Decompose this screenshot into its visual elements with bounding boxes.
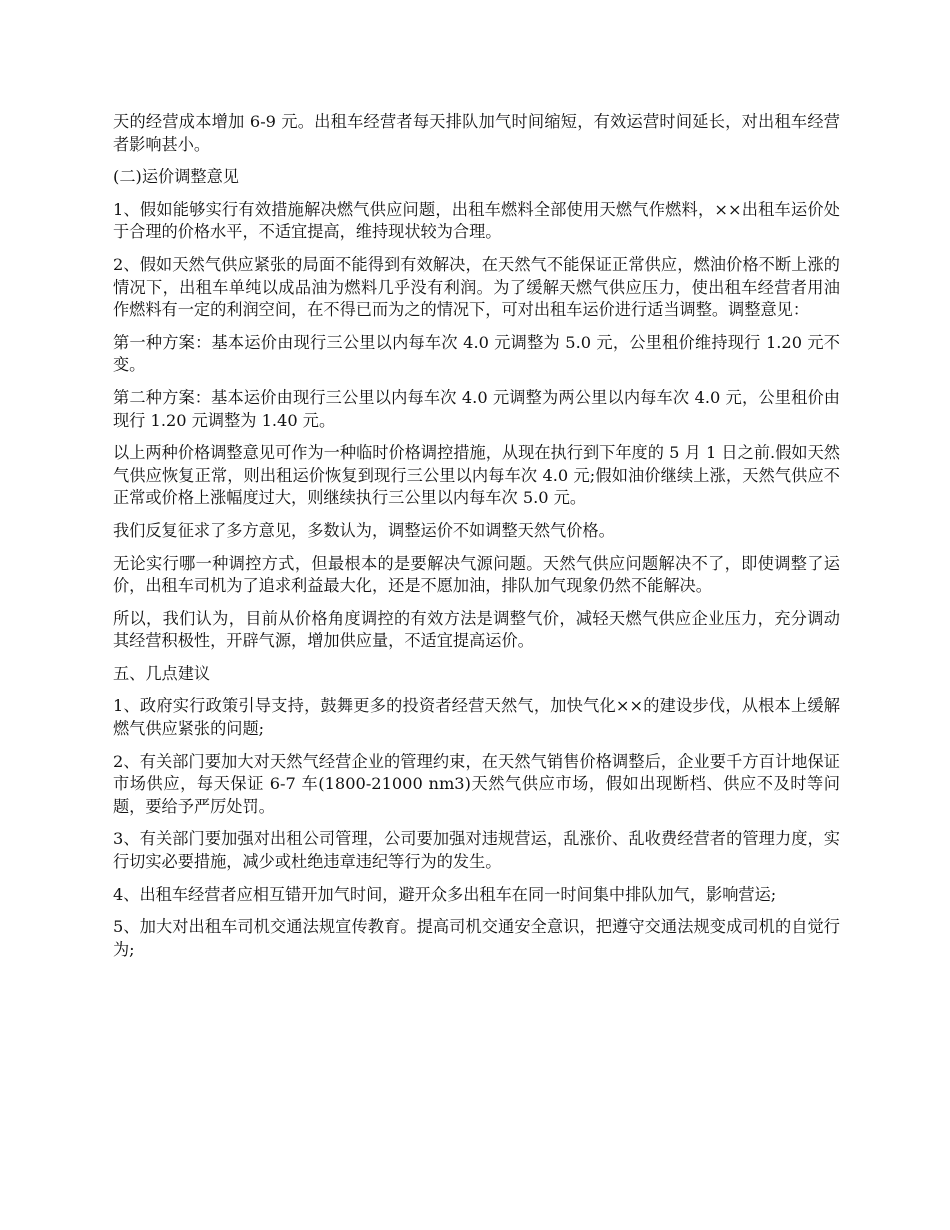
paragraph-suggestion-5: 5、加大对出租车司机交通法规宣传教育。提高司机交通安全意识，把遵守交通法规变成司机的自觉行为; — [113, 917, 840, 959]
paragraph-plan-one: 第一种方案：基本运价由现行三公里以内每车次 4.0 元调整为 5.0 元，公里租价维持现行 1.20 元不变。 — [113, 332, 840, 375]
paragraph-suggestion-4: 4、出租车经营者应相互错开加气时间，避开众多出租车在同一时间集中排队加气，影响营运; — [113, 884, 777, 904]
paragraph-cost-impact: 天的经营成本增加 6-9 元。出租车经营者每天排队加气时间缩短，有效运营时间延长，对出租车经营者影响甚小。 — [113, 112, 840, 154]
paragraph-fare-opinion-1: 1、假如能够实行有效措施解决燃气供应问题，出租车燃料全部使用天燃气作燃料，××出租车运价处于合理的价格水平，不适宜提高，维持现状较为合理。 — [113, 199, 840, 242]
section-heading-suggestions: 五、几点建议 — [113, 663, 211, 683]
paragraph-fare-opinion-2: 2、假如天然气供应紧张的局面不能得到有效解决，在天然气不能保证正常供应，燃油价格不断上涨的情况下，出租车单纯以成品油为燃料几乎没有利润。为了缓解天燃气供应压力，使出租车经营者用油作燃料有一定的利润空间，在不得已而为之的情况下，可对出租车运价进行适当调整。调整意见： — [113, 254, 840, 320]
paragraph-plan-two: 第二种方案：基本运价由现行三公里以内每车次 4.0 元调整为两公里以内每车次 4.0 元，公里租价由现行 1.20 元调整为 1.40 元。 — [113, 387, 840, 430]
paragraph-consultation: 我们反复征求了多方意见，多数认为，调整运价不如调整天然气价格。 — [113, 520, 615, 540]
paragraph-suggestion-1: 1、政府实行政策引导支持，鼓舞更多的投资者经营天然气，加快气化××的建设步伐，从根本上缓解燃气供应紧张的问题; — [113, 696, 840, 739]
paragraph-conclusion: 所以，我们认为，目前从价格角度调控的有效方法是调整气价，减轻天燃气供应企业压力，充分调动其经营积极性，开辟气源，增加供应量，不适宜提高运价。 — [113, 608, 840, 651]
document-body — [113, 111, 840, 971]
paragraph-gas-source: 无论实行哪一种调控方式，但最根本的是要解决气源问题。天然气供应问题解决不了，即使调整了运价，出租车司机为了追求利益最大化，还是不愿加油，排队加气现象仍然不能解决。 — [113, 553, 840, 596]
paragraph-suggestion-3: 3、有关部门要加强对出租公司管理，公司要加强对违规营运，乱涨价、乱收费经营者的管理力度，实行切实必要措施，减少或杜绝违章违纪等行为的发生。 — [113, 829, 840, 872]
paragraph-suggestion-2: 2、有关部门要加大对天然气经营企业的管理约束，在天然气销售价格调整后，企业要千方百计地保证市场供应，每天保证 6-7 车(1800-21000 nm3)天然气供应市场，假如出现断档、供应不及时等问题，要给予严厉处罚。 — [113, 751, 840, 816]
section-heading-fare-adjustment: (二)运价调整意见 — [113, 167, 239, 187]
paragraph-temporary-measure: 以上两种价格调整意见可作为一种临时价格调控措施，从现在执行到下年度的 5 月 1 日之前.假如天然气供应恢复正常，则出租运价恢复到现行三公里以内每车次 4.0 元;假如油价继续上涨，天然气供应不正常或价格上涨幅度过大，则继续执行三公里以内每车次 5.0 元。 — [113, 443, 840, 508]
